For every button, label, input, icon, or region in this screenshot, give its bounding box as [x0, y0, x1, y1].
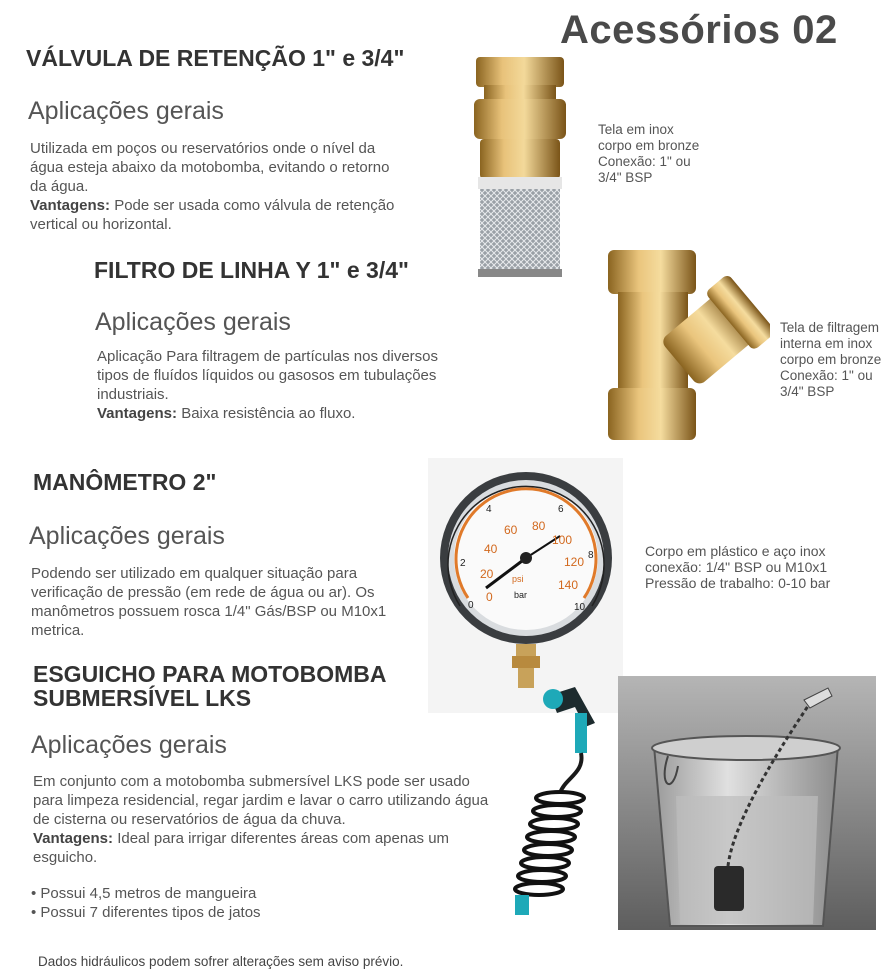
esguicho-title-line: SUBMERSÍVEL LKS [33, 685, 252, 711]
esguicho-description: Em conjunto com a motobomba submersível LKS pode ser usado para limpeza residencial, regar jardim e lavar o carro utilizando água de cisterna ou reservatórios de água da chuva. [33, 773, 489, 828]
filtro-spec-line: interna em inox [780, 336, 873, 351]
gauge-psi-label: 40 [484, 542, 498, 556]
manometro-subtitle: Aplicações gerais [29, 522, 225, 550]
esguicho-advantages-text: Ideal para irrigar diferentes áreas com apenas um esguicho. [33, 830, 450, 866]
esguicho-title-line: ESGUICHO PARA MOTOBOMBA [33, 661, 387, 687]
filtro-spec-line: Tela de filtragem [780, 320, 880, 335]
gauge-bar-label: 4 [486, 504, 492, 515]
valvula-spec-line: corpo em bronze [598, 138, 700, 153]
valvula-spec-line: 3/4" BSP [598, 170, 653, 185]
filtro-description-block [97, 347, 447, 423]
page-title: Acessórios 02 [560, 8, 838, 52]
gauge-psi-label: 120 [564, 555, 585, 569]
gauge-psi-label: 100 [552, 533, 573, 547]
esguicho-title [33, 662, 387, 710]
check-valve-image [470, 55, 570, 280]
gauge-bar-label: 0 [468, 600, 474, 611]
gauge-psi-label: 140 [558, 578, 579, 592]
gauge-bar-label: 8 [588, 550, 594, 561]
valvula-spec-line: Tela em inox [598, 122, 674, 137]
valvula-spec-line: Conexão: 1" ou [598, 154, 691, 169]
gauge-bar-label: 10 [574, 602, 586, 613]
valvula-advantages-text: Pode ser usada como válvula de retenção vertical ou horizontal. [30, 197, 395, 233]
y-filter-image [600, 248, 770, 443]
filtro-description: Aplicação Para filtragem de partículas nos diversos tipos de fluídos líquidos ou gasosos em tubulações industriais. [97, 348, 439, 403]
spray-nozzle-hose-image [505, 683, 615, 918]
filtro-title: FILTRO DE LINHA Y 1" e 3/4" [94, 257, 409, 283]
gauge-psi-label: 60 [504, 523, 518, 537]
esguicho-description-block [33, 772, 503, 867]
gauge-psi-label: 0 [486, 590, 493, 604]
valvula-advantages-label: Vantagens: [30, 197, 111, 214]
filtro-spec-line: 3/4" BSP [780, 384, 835, 399]
filtro-spec-line: corpo em bronze [780, 352, 882, 367]
valvula-title: VÁLVULA DE RETENÇÃO 1" e 3/4" [26, 45, 405, 71]
filtro-advantages-text: Baixa resistência ao fluxo. [177, 405, 356, 422]
gauge-unit-psi: psi [512, 574, 524, 584]
manometro-spec-line: Pressão de trabalho: 0-10 bar [645, 575, 831, 591]
footer-disclaimer: Dados hidráulicos podem sofrer alterações sem aviso prévio. [38, 954, 404, 969]
esguicho-bullet: • Possui 4,5 metros de mangueira [31, 885, 257, 902]
esguicho-advantages-label: Vantagens: [33, 830, 114, 847]
manometro-title: MANÔMETRO 2" [33, 469, 217, 495]
filtro-advantages-label: Vantagens: [97, 405, 178, 422]
filtro-subtitle: Aplicações gerais [95, 308, 291, 336]
gauge-bar-label: 2 [460, 558, 466, 569]
gauge-unit-bar: bar [514, 590, 528, 600]
valvula-subtitle: Aplicações gerais [28, 97, 224, 125]
valvula-description-block [30, 139, 400, 234]
valvula-specs [598, 122, 699, 186]
manometro-specs [645, 543, 830, 591]
gauge-psi-label: 20 [480, 567, 494, 581]
esguicho-subtitle: Aplicações gerais [31, 731, 227, 759]
filtro-spec-line: Conexão: 1" ou [780, 368, 873, 383]
pressure-gauge-image [428, 458, 623, 713]
esguicho-bullets [31, 884, 261, 922]
manometro-description: Podendo ser utilizado em qualquer situação para verificação de pressão (em rede de água ou ar). Os manômetros possuem rosca 1/4" Gás/BSP ou M10x1 metrica. [31, 565, 387, 639]
manometro-spec-line: conexão: 1/4" BSP ou M10x1 [645, 559, 828, 575]
submersible-pump-bucket-image [618, 676, 876, 930]
valvula-description: Utilizada em poços ou reservatórios onde o nível da água esteja abaixo da motobomba, evitando o retorno da água. [30, 140, 390, 195]
filtro-specs [780, 320, 881, 400]
manometro-spec-line: Corpo em plástico e aço inox [645, 543, 826, 559]
gauge-bar-label: 6 [558, 504, 564, 515]
esguicho-bullet: • Possui 7 diferentes tipos de jatos [31, 904, 261, 921]
gauge-psi-label: 80 [532, 519, 546, 533]
